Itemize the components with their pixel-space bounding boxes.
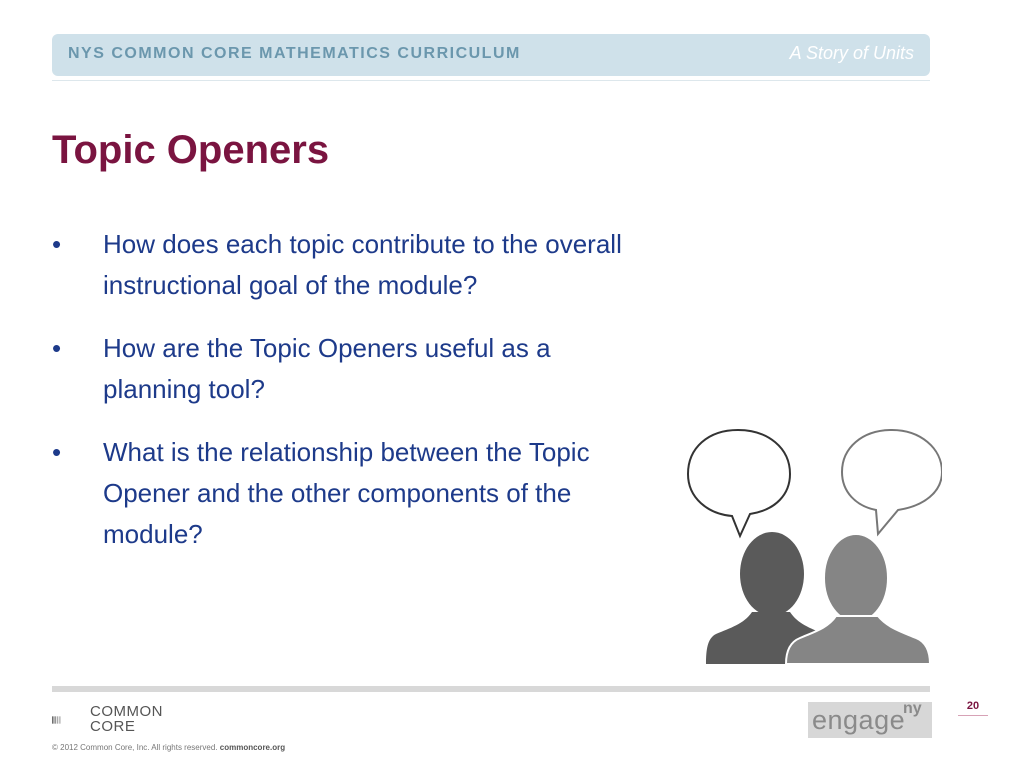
common-core-wordmark [90,704,163,734]
engage-ny-superscript: ny [903,700,922,717]
bullet-marker: • [52,229,62,259]
copyright-notice [52,743,285,752]
bullet-marker: • [52,437,62,467]
person-right-icon [786,534,930,664]
two-people-speech-bubbles-icon [680,426,942,666]
bullet-item [52,432,652,555]
engage-ny-logo [808,702,932,738]
bullet-list [52,224,652,577]
bullet-item [52,224,652,306]
logo-text-line2: CORE [90,718,136,735]
speech-bubble-right-icon [842,430,942,534]
curriculum-label: NYS COMMON CORE MATHEMATICS CURRICULUM [68,45,521,62]
footer-divider [52,686,930,692]
engage-word: engage [812,705,906,735]
page-number: 20 [958,700,988,716]
bullet-item [52,328,652,410]
slide-title: Topic Openers [52,128,330,172]
common-core-logo-icon [52,704,86,736]
copyright-text: © 2012 Common Core, Inc. All rights reserved. [52,743,218,752]
series-label: A Story of Units [789,43,914,63]
speech-bubble-left-icon [688,430,790,536]
bullet-text: What is the relationship between the Topic Opener and the other components of the module? [103,437,590,549]
bullet-text: How are the Topic Openers useful as a planning tool? [103,333,551,404]
logo-text-line1: COMMON [90,703,163,720]
bullet-marker: • [52,333,62,363]
header-divider [52,80,930,81]
copyright-link[interactable]: commoncore.org [219,743,286,752]
header-bar [52,34,930,76]
bullet-text: How does each topic contribute to the overall instructional goal of the module? [103,229,622,300]
